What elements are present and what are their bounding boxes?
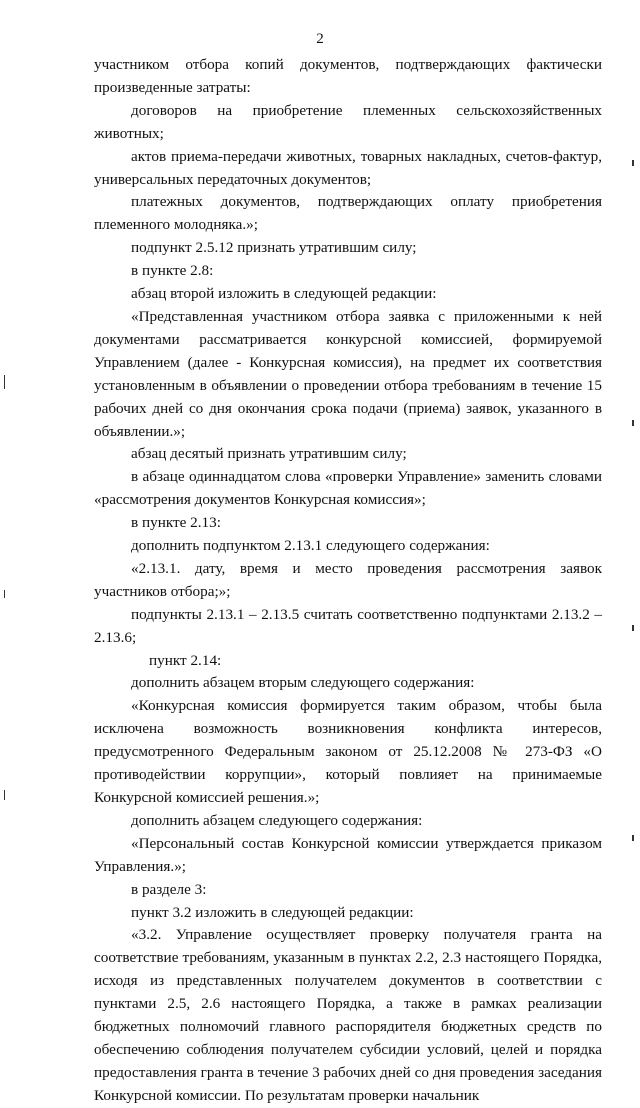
scan-mark — [4, 590, 5, 598]
paragraph: в разделе 3: — [131, 880, 207, 898]
scan-mark — [4, 790, 5, 800]
scan-mark — [4, 375, 5, 389]
paragraph: подпункты 2.13.1 – 2.13.5 считать соответственно подпунктами 2.13.2 – 2.13.6; — [94, 605, 602, 646]
paragraph: абзац десятый признать утратившим силу; — [131, 445, 407, 463]
scan-mark — [632, 160, 634, 166]
paragraph: «2.13.1. дату, время и место проведения рассмотрения заявок участников отбора;»; — [94, 559, 602, 600]
scan-mark — [632, 420, 634, 426]
paragraph: участником отбора копий документов, подтверждающих фактически произведенные затраты: — [94, 56, 602, 96]
paragraph: в пункте 2.8: — [131, 262, 214, 280]
paragraph: дополнить подпунктом 2.13.1 следующего содержания: — [131, 537, 490, 555]
paragraph: «3.2. Управление осуществляет проверку получателя гранта на соответствие требованиям, указанным в пунктах 2.2, 2.3 настоящего Порядка, исходя из представленных получателем документов в соответствии с пунктами 2.5, 2.6 настоящего Порядка, а также в рамках реализации бюджетных полномочий главного распорядителя бюджетных средств по обеспечению соблюдения получателем субсидии условий, целей и порядка предоставления гранта в течение 3 рабочих дней со дня проведения заседания Конкурсной комиссии. По результатам проверки начальник — [94, 926, 602, 1104]
scan-mark — [632, 625, 634, 631]
paragraph: договоров на приобретение племенных сельскохозяйственных животных; — [94, 101, 602, 142]
document-body — [94, 54, 602, 1108]
scan-mark — [632, 835, 634, 841]
paragraph: пункт 2.14: — [149, 651, 222, 669]
paragraph: «Конкурсная комиссия формируется таким образом, чтобы была исключена возможность возникновения конфликта интересов, предусмотренного Федеральным законом от 25.12.2008 № 273-ФЗ «О противодействии коррупции», который повлияет на принимаемые Конкурсной комиссией решения.»; — [94, 697, 602, 806]
paragraph: дополнить абзацем следующего содержания: — [131, 811, 423, 829]
paragraph: абзац второй изложить в следующей редакции: — [131, 285, 437, 303]
paragraph: в абзаце одиннадцатом слова «проверки Управление» заменить словами «рассмотрения документов Конкурсная комиссия»; — [94, 468, 602, 509]
paragraph: «Персональный состав Конкурсной комиссии утверждается приказом Управления.»; — [94, 834, 602, 875]
paragraph: в пункте 2.13: — [131, 514, 221, 532]
paragraph: платежных документов, подтверждающих оплату приобретения племенного молодняка.»; — [94, 193, 602, 234]
paragraph: пункт 3.2 изложить в следующей редакции: — [131, 903, 414, 921]
paragraph: актов приема-передачи животных, товарных накладных, счетов-фактур, универсальных передаточных документов; — [94, 147, 602, 188]
paragraph: подпункт 2.5.12 признать утратившим силу; — [131, 239, 417, 257]
page-number: 2 — [316, 31, 324, 47]
paragraph: дополнить абзацем вторым следующего содержания: — [131, 674, 475, 692]
paragraph: «Представленная участником отбора заявка с приложенными к ней документами рассматривается конкурсной комиссией, формируемой Управлением (далее - Конкурсная комиссия), на предмет их соответствия установленным в объявлении о проведении отбора требованиям в течение 15 рабочих дней со дня окончания срока подачи (приема) заявок, указанного в объявлении.»; — [94, 307, 602, 440]
